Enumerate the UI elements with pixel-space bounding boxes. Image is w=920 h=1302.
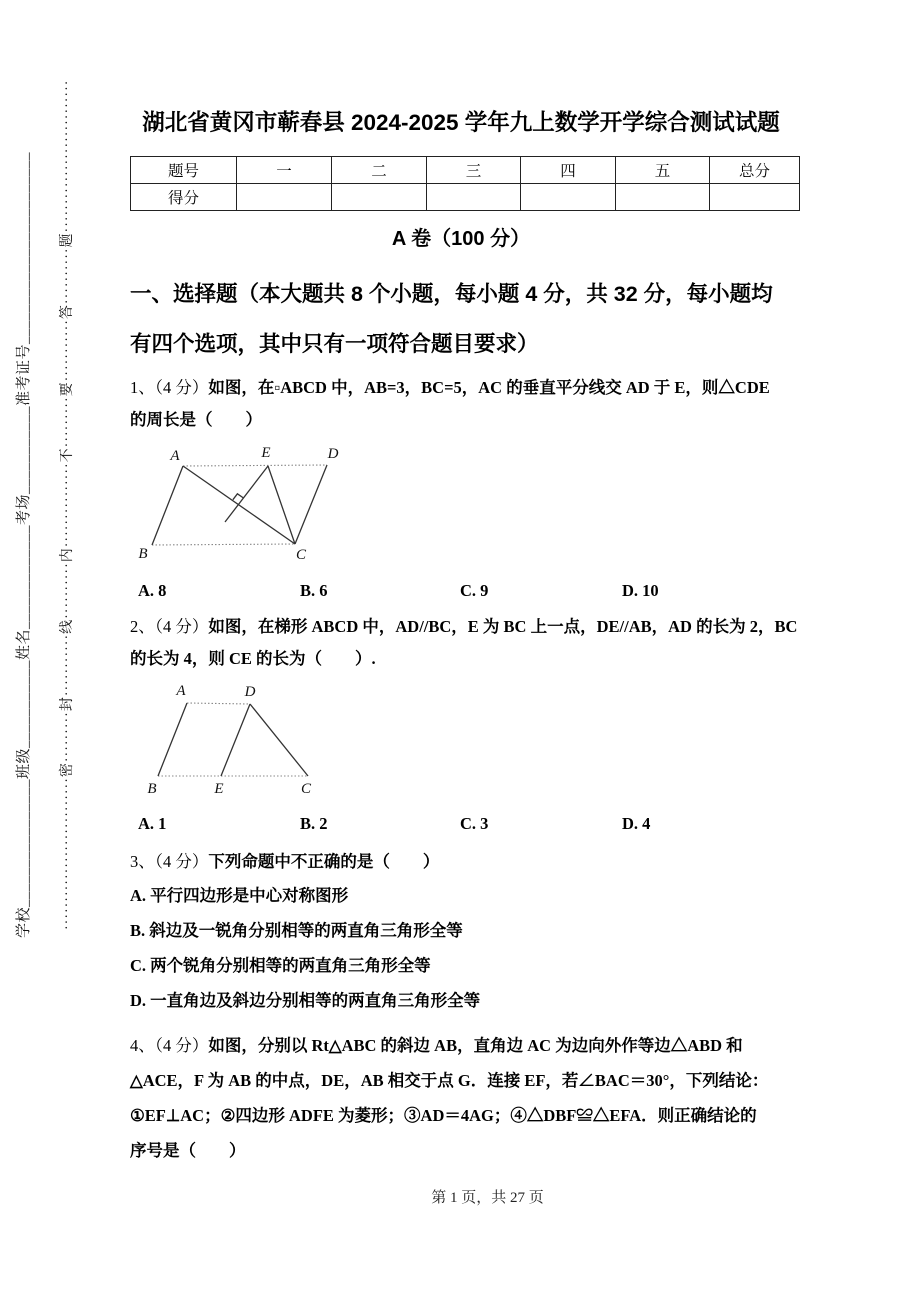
score-table-empty-cell — [427, 184, 521, 211]
option-d: D. 4 — [622, 814, 651, 833]
question-2-options — [130, 812, 892, 836]
question-4-text-line1 — [130, 1028, 892, 1063]
question-4-text-line3: ①EF⊥AC；②四边形 ADFE 为菱形；③AD＝4AG；④△DBF≌△EFA．则正确结论的 — [130, 1106, 757, 1125]
vertex-label-b: B — [138, 546, 148, 562]
score-table-empty-cell — [332, 184, 427, 211]
vertex-label-a: A — [176, 683, 186, 699]
page-title: 湖北省黄冈市蕲春县 2024-2025 学年九上数学开学综合测试试题 — [142, 110, 780, 135]
vertex-label-d: D — [244, 684, 256, 700]
question-3-option-a: A. 平行四边形是中心对称图形 — [130, 886, 349, 905]
question-2-number: 2、（4 分） — [130, 617, 209, 636]
score-table-cell: 四 — [521, 157, 616, 184]
question-3-option-b: B. 斜边及一锐角分别相等的两直角三角形全等 — [130, 921, 463, 940]
score-table-cell: 得分 — [131, 184, 237, 211]
side-ab — [152, 466, 183, 545]
score-table-empty-cell — [237, 184, 332, 211]
right-angle-mark — [233, 494, 244, 500]
exam-margin-fields: 学校________________班级___________姓名_____________考场___________准考证号________________________ — [16, 151, 32, 938]
question-4-text-line2: △ACE，F 为 AB 的中点，DE，AB 相交于点 G．连接 EF，若∠BAC＝30°，下列结论： — [130, 1071, 769, 1090]
question-1-figure — [130, 442, 892, 575]
score-table-cell: 一 — [237, 157, 332, 184]
score-table-empty-cell — [521, 184, 616, 211]
main-content — [130, 0, 892, 1168]
side-ad — [187, 703, 250, 704]
option-a: A. 8 — [138, 581, 167, 600]
question-2-text-line1 — [130, 611, 892, 643]
question-2 — [130, 611, 892, 675]
question-2-text: 如图，在梯形 ABCD 中，AD//BC，E 为 BC 上一点，DE//AB，AD 的长为 2，BC — [208, 617, 798, 636]
question-1-number: 1、（4 分） — [130, 378, 209, 397]
question-4-text-line4: 序号是（ ） — [130, 1141, 246, 1160]
option-d: D. 10 — [622, 581, 659, 600]
question-3-option-d: D. 一直角边及斜边分别相等的两直角三角形全等 — [130, 991, 481, 1010]
option-c: C. 3 — [460, 814, 489, 833]
option-b: B. 6 — [300, 581, 328, 600]
diagonal-ac — [183, 466, 295, 544]
score-table-cell: 二 — [332, 157, 427, 184]
question-3-text-line1 — [130, 846, 892, 878]
side-ad — [183, 465, 327, 466]
paper-a-label: A 卷（100 分） — [391, 228, 531, 250]
option-c: C. 9 — [460, 581, 489, 600]
score-table-cell: 三 — [427, 157, 521, 184]
side-dc — [250, 704, 308, 776]
score-table-cell: 总分 — [710, 157, 800, 184]
question-3-text: 下列命题中不正确的是（ ） — [208, 852, 440, 871]
vertex-label-a: A — [170, 448, 180, 464]
option-a: A. 1 — [138, 814, 167, 833]
question-4 — [130, 1028, 892, 1168]
question-1-text-line2: 的周长是（ ） — [130, 410, 262, 429]
score-table-empty-cell — [616, 184, 710, 211]
question-1 — [130, 372, 892, 436]
vertex-label-e: E — [214, 781, 224, 797]
vertex-label-c: C — [300, 781, 312, 797]
score-table-empty-cell — [710, 184, 800, 211]
side-dc — [295, 465, 327, 544]
vertex-label-c: C — [295, 547, 307, 563]
vertex-label-e: E — [261, 445, 271, 461]
question-4-number: 4、（4 分） — [130, 1036, 209, 1055]
segment-ec — [268, 466, 295, 544]
question-1-options — [130, 579, 892, 603]
question-2-text-line2: 的长为 4，则 CE 的长为（ ）. — [130, 649, 376, 668]
question-2-figure — [130, 681, 892, 804]
vertex-label-d: D — [327, 446, 339, 462]
side-ab — [158, 703, 187, 776]
parallelogram-figure — [130, 442, 370, 570]
question-3-option-c: C. 两个锐角分别相等的两直角三角形全等 — [130, 956, 431, 975]
vertex-label-b: B — [147, 781, 157, 797]
option-b: B. 2 — [300, 814, 328, 833]
score-table-header-row — [131, 157, 800, 184]
section-heading-line1: 一、选择题（本大题共 8 个小题，每小题 4 分，共 32 分，每小题均 — [130, 282, 773, 306]
side-bc — [152, 544, 295, 545]
seal-line-text: ···························密·········封···········线··········内···············不·········要···········答··········题··························· — [60, 79, 75, 930]
section-heading-line2: 有四个选项，其中只有一项符合题目要求） — [130, 332, 539, 356]
section-heading — [130, 269, 892, 369]
segment-de — [221, 704, 250, 776]
score-table-cell: 五 — [616, 157, 710, 184]
score-table — [130, 156, 800, 211]
perpendicular-bisector — [225, 466, 268, 522]
score-table-score-row — [131, 184, 800, 211]
question-3 — [130, 846, 892, 1018]
page-footer: 第 1 页，共 27 页 — [431, 1190, 544, 1206]
question-1-text-line1 — [130, 372, 892, 404]
question-4-text: 如图，分别以 Rt△ABC 的斜边 AB，直角边 AC 为边向外作等边△ABD 和 — [208, 1036, 743, 1055]
trapezoid-figure — [130, 681, 340, 799]
question-1-text: 如图，在▫ABCD 中，AB=3，BC=5，AC 的垂直平分线交 AD 于 E，则△CDE — [208, 378, 770, 397]
score-table-cell: 题号 — [131, 157, 237, 184]
question-3-number: 3、（4 分） — [130, 852, 209, 871]
